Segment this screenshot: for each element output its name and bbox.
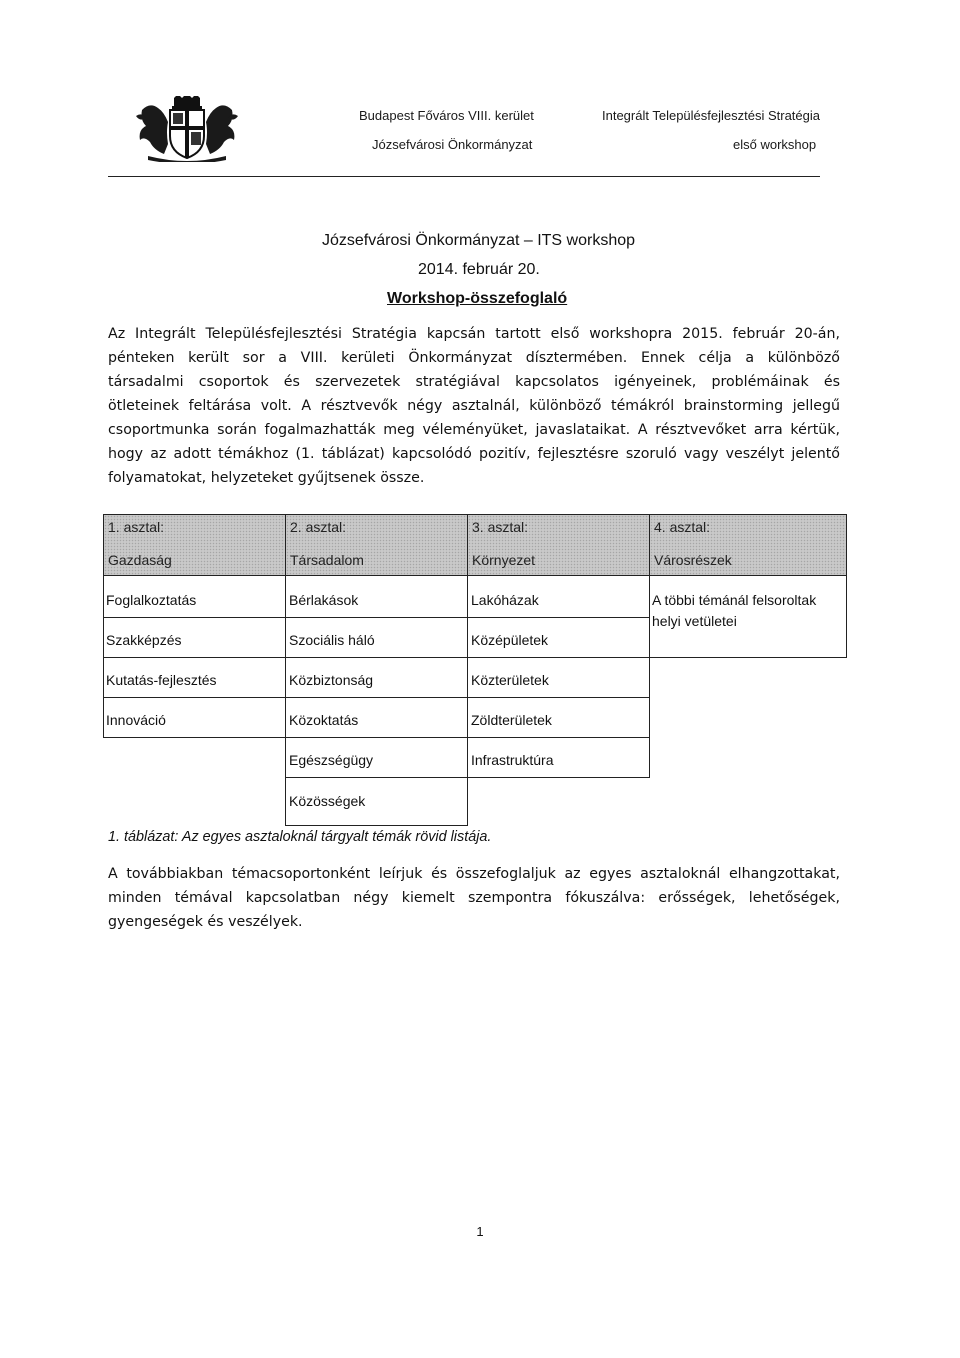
text-line: A továbbiakban témacsoportonként leírjuk és összefoglaljuk az egyes asztaloknál elhangzottakat, (108, 866, 840, 882)
header-municipality: Budapest Főváros VIII. kerület (359, 108, 534, 123)
table-cell: Közösségek (289, 793, 366, 809)
table-cell: Közbiztonság (289, 672, 374, 688)
text-line: hogy az adott témákhoz (1. táblázat) kapcsolódó pozitív, fejlesztésre szoruló vagy veszélyt jelentő (108, 446, 840, 462)
header-workshop-label: első workshop (733, 137, 817, 152)
header-divider (108, 176, 820, 177)
table-cell: Zöldterületek (471, 712, 552, 728)
header-table-number: 1. asztal: (108, 519, 165, 535)
table-border (846, 576, 847, 658)
table-border (649, 576, 650, 778)
table-cell: Foglalkoztatás (106, 592, 197, 608)
table-cell: Közterületek (471, 672, 549, 688)
table-cell: Innováció (106, 712, 166, 728)
text-line: társadalmi csoportok és szervezetek stratégiával kapcsolatos igényeinek, problémáinak és (108, 374, 840, 390)
text-line: pénteken került sor a VIII. kerületi Önkormányzat dísztermében. Ennek célja a különböző (108, 350, 840, 366)
header-table-number: 4. asztal: (654, 519, 711, 535)
table-cell: Egészségügy (289, 752, 374, 768)
table-header-1 (103, 514, 286, 576)
table-caption: 1. táblázat: Az egyes asztaloknál tárgyalt témák rövid listája. (108, 829, 492, 845)
table-cell: Szociális háló (289, 632, 375, 648)
table-border (285, 576, 286, 826)
section-heading: Workshop-összefoglaló (387, 290, 568, 307)
table-cell: Közoktatás (289, 712, 359, 728)
table-header-4 (649, 514, 847, 576)
header-table-number: 3. asztal: (472, 519, 529, 535)
table-cell: Középületek (471, 632, 549, 648)
coat-of-arms-logo (134, 96, 240, 162)
text-line: folyamatokat, helyzeteket gyűjtsenek össze. (108, 470, 425, 486)
table-cell: Bérlakások (289, 592, 359, 608)
table-cell: Kutatás-fejlesztés (106, 672, 217, 688)
table-cell: Infrastruktúra (471, 752, 554, 768)
header-table-topic: Társadalom (290, 552, 364, 568)
header-table-topic: Gazdaság (108, 552, 172, 568)
table-cell: Szakképzés (106, 632, 182, 648)
document-title: Józsefvárosi Önkormányzat – ITS workshop (322, 232, 636, 249)
table-border (285, 825, 467, 826)
table-border (467, 576, 468, 826)
table-cell: A többi témánál felsoroltak (652, 592, 817, 608)
table-border (103, 657, 846, 658)
table-border (103, 737, 649, 738)
table-header-2 (285, 514, 468, 576)
page-number: 1 (476, 1224, 484, 1239)
table-cell: Lakóházak (471, 592, 539, 608)
header-table-number: 2. asztal: (290, 519, 347, 535)
table-header-3 (467, 514, 650, 576)
header-table-topic: Városrészek (654, 552, 732, 568)
text-line: gyengeségek és veszélyek. (108, 914, 303, 930)
table-border (103, 697, 649, 698)
text-line: minden témával kapcsolatban négy kiemelt szempontra fókuszálva: erősségek, lehetőségek, (108, 890, 840, 906)
outro-paragraph (108, 862, 840, 934)
text-line: Az Integrált Településfejlesztési Stratégia kapcsán tartott első workshopra 2015. február 20-án, (108, 326, 840, 342)
document-date: 2014. február 20. (418, 261, 540, 278)
table-border (285, 777, 649, 778)
table-border (103, 617, 649, 618)
table-cell: helyi vetületei (652, 613, 737, 629)
header-local-government: Józsefvárosi Önkormányzat (372, 137, 533, 152)
text-line: csoportmunka során fogalmazhatták meg véleményüket, javaslataikat. A résztvevőket arra kértük, (108, 422, 840, 438)
text-line: ötleteinek feltárása volt. A résztvevők négy asztalnál, különböző témákról brainstorming jellegű (108, 398, 840, 414)
intro-paragraph (108, 322, 840, 490)
header-strategy-name: Integrált Településfejlesztési Stratégia (602, 108, 820, 123)
header-table-topic: Környezet (472, 552, 536, 568)
